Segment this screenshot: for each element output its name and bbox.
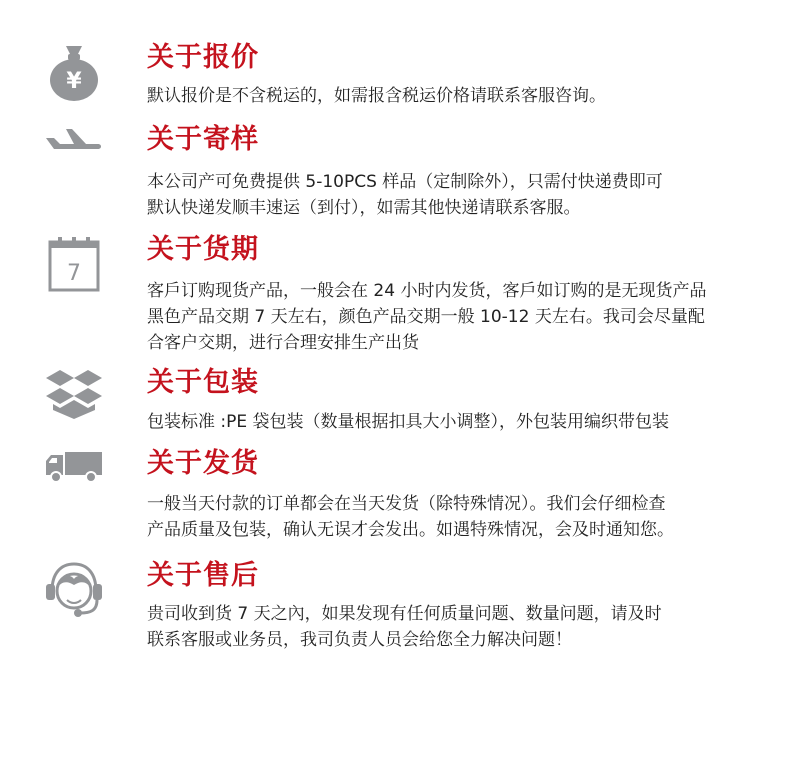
section-text-shipping [147, 491, 777, 543]
delivery-truck-icon [44, 451, 104, 483]
text-line: 黑色产品交期 7 天左右，颜色产品交期一般 10-12 天左右。我司会尽量配 [147, 307, 705, 327]
section-title-shipping: 关于发货 [147, 448, 259, 479]
text-line: 联系客服或业务员，我司负责人员会给您全力解决问题！ [147, 630, 572, 650]
section-text-after-sales [147, 601, 777, 653]
text-line: 本公司产可免费提供 5-10PCS 样品（定制除外），只需付快递费即可 [147, 172, 663, 192]
text-line: 一般当天付款的订单都会在当天发货（除特殊情况）。我们会仔细检查 [147, 494, 666, 514]
section-text-samples [147, 169, 777, 221]
text-line: 客戶订购现货产品，一般会在 24 小时内发货，客戶如订购的是无现货产品 [147, 281, 707, 301]
section-text-quote [147, 83, 777, 109]
text-line: 默认报价是不含税运的，如需报含税运价格请联系客服咨询。 [147, 86, 606, 106]
text-line: 包装标准 :PE 袋包装（数量根据扣具大小调整），外包装用编织带包装 [147, 412, 670, 432]
customer-service-headset-icon [44, 561, 104, 619]
section-title-packaging: 关于包装 [147, 367, 259, 398]
section-title-quote: 关于报价 [147, 42, 259, 73]
text-line: 默认快递发顺丰速运（到付），如需其他快递请联系客服。 [147, 198, 581, 218]
money-bag-yen-icon [44, 42, 104, 102]
airplane-icon [44, 126, 104, 154]
calendar-icon [44, 236, 104, 294]
svg-text:¥: ¥ [66, 69, 82, 94]
text-line: 贵司收到货 7 天之內，如果发现有任何质量问题、数量问题，请及时 [147, 604, 662, 624]
package-boxes-icon [44, 368, 104, 420]
section-title-samples: 关于寄样 [147, 124, 259, 155]
text-line: 合客户交期，进行合理安排生产出货 [147, 333, 419, 353]
section-text-delivery-time [147, 278, 777, 356]
calendar-day-label: 7 [67, 261, 81, 286]
section-title-after-sales: 关于售后 [147, 560, 259, 591]
section-text-packaging [147, 409, 777, 435]
section-title-delivery-time: 关于货期 [147, 234, 259, 265]
text-line: 产品质量及包装，确认无误才会发出。如遇特殊情况，会及时通知您。 [147, 520, 674, 540]
